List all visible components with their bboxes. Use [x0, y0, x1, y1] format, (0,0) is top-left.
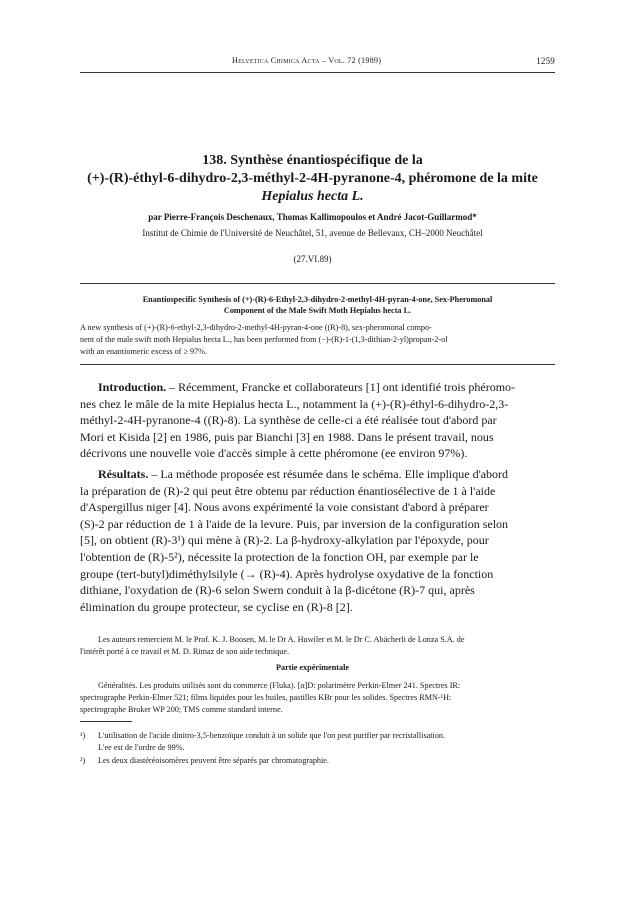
results-line-8: dithiane, l'oxydation de (R)-6 selon Swern conduit à la β-dicétone (R)-7 qui, après — [80, 583, 475, 598]
footnote-2-line-1: Les deux diastéréoisomères peuvent être séparés par chromatographie. — [98, 756, 329, 765]
abstract-top-rule — [80, 283, 555, 284]
received-date: (27.VI.89) — [293, 254, 332, 264]
acknowledgement-line-1: Les auteurs remercient M. le Prof. K. J. Boosen, M. le Dr A. Huwiler et M. le Dr C. Abächerli de Lonza S.A. de — [98, 635, 465, 644]
introduction-heading: Introduction. — [98, 380, 167, 394]
intro-line-5: décrivons une nouvelle voie d'accès simple à cette phéromone (ee environ 97%). — [80, 446, 468, 461]
results-line-3: d'Aspergillus niger [4]. Nous avons expérimenté la voie consistant d'abord à préparer — [80, 500, 489, 515]
page-number: 1259 — [536, 56, 555, 66]
running-head — [80, 56, 555, 70]
abstract-bottom-rule — [80, 364, 555, 365]
english-abstract-line-1: A new synthesis of (+)-(R)-6-ethyl-2,3-dihydro-2-methyl-4H-pyran-4-one ((R)-8), sex-pheromonal compo- — [80, 323, 432, 332]
results-line-1: – La méthode proposée est résumée dans le schéma. Elle implique d'abord — [151, 467, 509, 481]
experimental-line-2: spectrographe Perkin-Elmer 521; films liquides pour les huiles, pastilles KBr pour les solides. Spectres RMN-¹H: — [80, 693, 452, 702]
article-title-line-2: (+)-(R)-éthyl-6-dihydro-2,3-méthyl-2-4H-pyranone-4, phéromone de la mite — [87, 171, 538, 186]
results-line-2: la préparation de (R)-2 qui peut être obtenu par réduction énantiosélective de 1 à l'aide — [80, 483, 496, 498]
footnote-1-line-2: L'ee est de l'ordre de 99%. — [98, 743, 185, 752]
results-paragraph — [80, 466, 555, 615]
intro-line-4: Mori et Kisida [2] en 1986, puis par Bianchi [3] en 1988. Dans le présent travail, nous — [80, 429, 494, 444]
acknowledgement-line-2: l'intérêt porté à ce travail et M. D. Rimaz de son aide technique. — [80, 647, 290, 656]
journal-title: Helvetica Chimica Acta – Vol. 72 (1989) — [232, 56, 382, 65]
article-title-line-1: 138. Synthèse énantiospécifique de la — [202, 153, 423, 168]
article-title-line-3: Hepialus hecta L. — [261, 189, 364, 204]
results-line-9: élimination du groupe protecteur, se cyclise en (R)-8 [2]. — [80, 599, 353, 614]
results-line-7: groupe (tert-butyl)diméthylsilyle (→ (R)-4). Après hydrolyse oxydative de la fonction — [80, 566, 494, 581]
intro-line-3: méthyl-2-4H-pyranone-4 ((R)-8). La synthèse de celle-ci a été réalisée tout d'abord par — [80, 413, 497, 428]
english-title-line-1: Enantiospecific Synthesis of (+)-(R)-6-Ethyl-2,3-dihydro-2-methyl-4H-pyran-4-one, Sex-Pheromonal — [142, 295, 493, 304]
english-title-line-2: Component of the Male Swift Moth Hepialus hecta L. — [223, 306, 412, 315]
results-line-4: (S)-2 par réduction de 1 à l'aide de la levure. Puis, par inversion de la configuration selon — [80, 516, 509, 531]
intro-line-2: nes chez le mâle de la mite Hepialus hecta L., notamment la (+)-(R)-éthyl-6-dihydro-2,3- — [80, 396, 509, 411]
authors: par Pierre-François Deschenaux, Thomas Kallimopoulos et André Jacot-Guillarmod* — [148, 212, 477, 222]
experimental-line-1: Généralités. Les produits utilisés sont du commerce (Fluka). [α]D: polarimètre Perkin-Elmer 241. Spectres IR: — [98, 681, 461, 690]
results-heading: Résultats. — [98, 467, 149, 481]
footnote-2-mark: ²) — [80, 756, 86, 765]
header-rule — [80, 72, 555, 73]
english-abstract-line-2: nent of the male swift moth Hepialus hecta L., has been performed from (−)-(R)-1-(1,3-dithian-2-yl)propan-2-ol — [80, 335, 448, 344]
experimental-heading: Partie expérimentale — [276, 663, 349, 672]
experimental-line-3: spectrographe Bruker WP 200; TMS comme standard interne. — [80, 705, 283, 714]
footnote-1-mark: ¹) — [80, 731, 86, 740]
introduction-paragraph — [80, 379, 555, 462]
results-line-6: l'obtention de (R)-5²), nécessite la protection de la fonction OH, par exemple par le — [80, 549, 479, 564]
footnote-1-line-1: L'utilisation de l'acide dinitro-3,5-benzoïque conduit à un solide que l'on peut purifier par recristallisation. — [98, 731, 446, 740]
english-abstract-line-3: with an enantiomeric excess of ≥ 97%. — [80, 347, 208, 356]
footnote-rule — [80, 721, 132, 722]
affiliation: Institut de Chimie de l'Université de Neuchâtel, 51, avenue de Bellevaux, CH–2000 Neuchâtel — [142, 228, 483, 238]
results-line-5: [5], on obtient (R)-3¹) qui mène à (R)-2. La β-hydroxy-alkylation par l'époxyde, pour — [80, 533, 489, 548]
intro-line-1: – Récemment, Francke et collaborateurs [1] ont identifié trois phéromo- — [169, 380, 516, 394]
